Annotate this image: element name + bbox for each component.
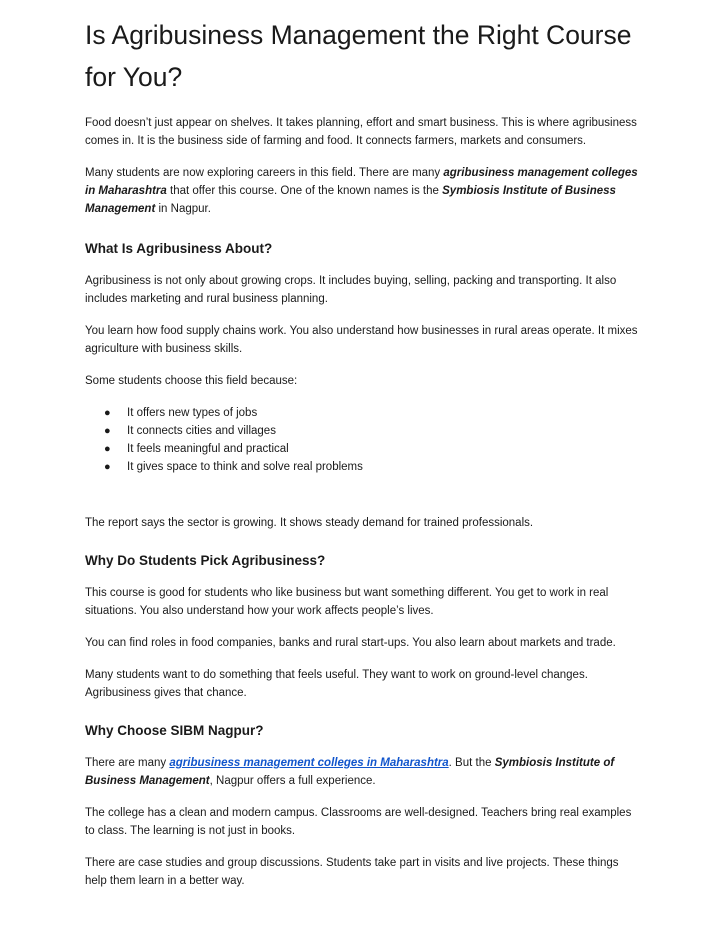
list-item: ● It feels meaningful and practical	[85, 440, 640, 458]
section3-paragraph-3: There are case studies and group discussions. Students take part in visits and live projects. These things help them learn in a better way.	[85, 857, 619, 887]
intro-paragraph-2	[85, 164, 640, 218]
section2-paragraph-1: This course is good for students who like business but want something different. You get to work in real situations. You also understand how your work affects people’s lives.	[85, 587, 609, 617]
section1-paragraph-4: The report says the sector is growing. It shows steady demand for trained professionals.	[85, 517, 534, 529]
page-title: Is Agribusiness Management the Right Course for You?	[85, 20, 632, 92]
section-heading-why-students-pick: Why Do Students Pick Agribusiness?	[85, 553, 326, 568]
section2-paragraph-2: You can find roles in food companies, banks and rural start-ups. You also learn about markets and trade.	[85, 637, 616, 649]
section2-paragraph-3: Many students want to do something that feels useful. They want to work on ground-level changes. Agribusiness gives that chance.	[85, 669, 588, 699]
bullet-icon: ●	[104, 425, 111, 437]
list-item: ● It offers new types of jobs	[85, 404, 640, 422]
intro-text-c: that offer this course. One of the known names is the	[166, 185, 443, 197]
intro-emphasis-colleges: agribusiness management colleges in Maharashtra	[85, 167, 638, 197]
intro-text-e: in Nagpur.	[155, 203, 211, 215]
bullet-icon: ●	[104, 461, 111, 473]
colleges-link[interactable]: agribusiness management colleges in Maharashtra	[169, 757, 449, 769]
list-item: ● It gives space to think and solve real problems	[85, 458, 640, 476]
bullet-icon: ●	[104, 407, 111, 419]
intro-emphasis-sibm: Symbiosis Institute of Business Management	[85, 185, 616, 215]
document-page	[85, 14, 640, 904]
section-heading-what-is-agribusiness: What Is Agribusiness About?	[85, 241, 273, 256]
section3-paragraph-1: There are many agribusiness management colleges in Maharashtra. But the Symbiosis Institute of Business Management, Nagpur offers a full experience.	[85, 757, 615, 787]
section1-paragraph-1: Agribusiness is not only about growing crops. It includes buying, selling, packing and transporting. It also includes marketing and rural business planning.	[85, 275, 617, 305]
section1-paragraph-2: You learn how food supply chains work. You also understand how businesses in rural areas operate. It mixes agriculture with business skills.	[85, 325, 638, 355]
sibm-emphasis: Symbiosis Institute of Business Management	[85, 757, 615, 787]
intro-text-a: Many students are now exploring careers in this field. There are many	[85, 167, 444, 179]
section3-paragraph-2: The college has a clean and modern campus. Classrooms are well-designed. Teachers bring real examples to class. The learning is not just in books.	[85, 807, 632, 837]
list-item: ● It connects cities and villages	[85, 422, 640, 440]
section1-paragraph-3: Some students choose this field because:	[85, 375, 298, 387]
intro-paragraph-1: Food doesn’t just appear on shelves. It takes planning, effort and smart business. This is where agribusiness comes in. It is the business side of farming and food. It connects farmers, markets and consumers.	[85, 117, 637, 147]
section-heading-why-choose-sibm: Why Choose SIBM Nagpur?	[85, 723, 264, 738]
bullet-icon: ●	[104, 443, 111, 455]
reasons-list	[85, 404, 640, 476]
